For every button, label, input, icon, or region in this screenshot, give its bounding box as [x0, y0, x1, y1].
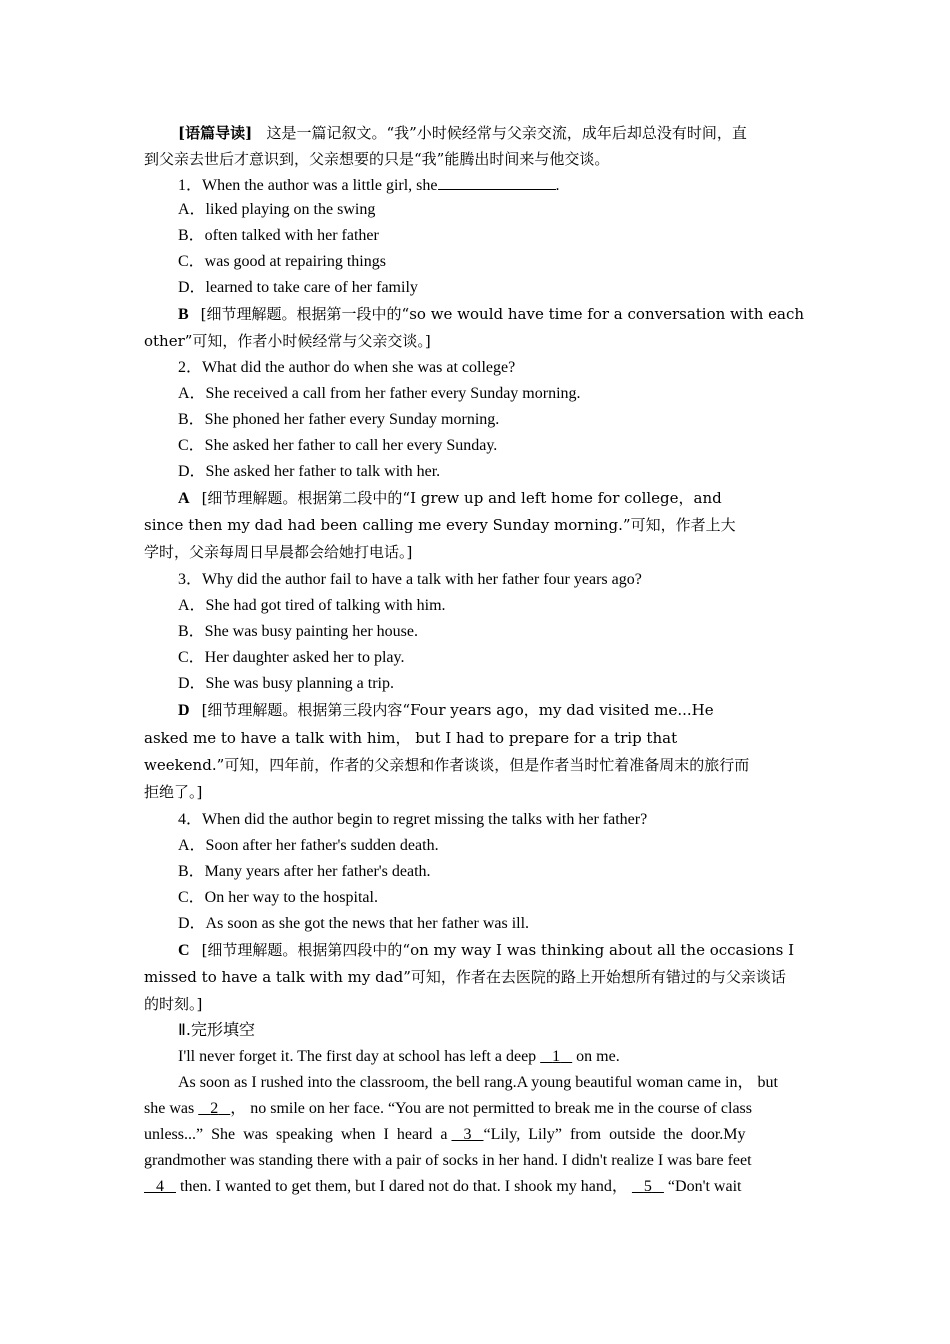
cloze-paragraph-2-line-3: unless...” She was speaking when I heard a 3 “Lily, Lily” from outside the door.My	[144, 1126, 746, 1143]
question-4-explanation-line-3: 的时刻。]	[144, 995, 203, 1013]
question-3-explanation-line-3: weekend.”可知，四年前，作者的父亲想和作者谈谈，但是作者当时忙着准备周末的旅行而	[144, 756, 750, 774]
question-3-stem: 3．Why did the author fail to have a talk with her father four years ago?	[178, 571, 642, 588]
section-2-heading: Ⅱ.完形填空	[178, 1020, 255, 1039]
question-2-option-a: A．She received a call from her father every Sunday morning.	[178, 385, 581, 402]
cloze-blank-2: 2	[210, 1100, 219, 1117]
question-4-option-d: D．As soon as she got the news that her father was ill.	[178, 915, 530, 932]
question-2-answer: A	[178, 490, 190, 507]
question-1-answer: B	[178, 306, 189, 323]
question-1-option-a: A．liked playing on the swing	[178, 201, 376, 218]
question-3-explanation-line-2: asked me to have a talk with him， but I had to prepare for a trip that	[144, 729, 678, 747]
cloze-paragraph-2-line-5: 4 then. I wanted to get them, but I dared not do that. I shook my hand， 5 “Don't wait	[144, 1177, 741, 1197]
cloze-blank-3: 3	[463, 1126, 472, 1143]
question-4-explanation-line-2: missed to have a talk with my dad”可知，作者在去医院的路上开始想所有错过的与父亲谈话	[144, 968, 786, 986]
cloze-paragraph-2-line-4: grandmother was standing there with a pair of socks in her hand. I didn't realize I was bare feet	[144, 1152, 752, 1169]
question-3-answer: D	[178, 702, 190, 719]
question-1-option-b: B．often talked with her father	[178, 227, 379, 244]
question-3-explanation-line-1: D [细节理解题。根据第三段内容“Four years ago，my dad visited me...He	[178, 701, 714, 719]
question-1-stem: 1．When the author was a little girl, she .	[178, 174, 560, 196]
question-4-explanation-line-1: C [细节理解题。根据第四段中的“on my way I was thinking about all the occasions I	[178, 941, 795, 959]
cloze-blank-4: 4	[156, 1178, 164, 1195]
question-3-explanation-line-4: 拒绝了。]	[144, 783, 203, 801]
question-4-option-b: B．Many years after her father's death.	[178, 863, 431, 880]
question-1-option-c: C．was good at repairing things	[178, 253, 386, 270]
question-3-option-c: C．Her daughter asked her to play.	[178, 649, 405, 666]
question-4-stem: 4．When did the author begin to regret missing the talks with her father?	[178, 811, 648, 828]
question-4-option-a: A．Soon after her father's sudden death.	[178, 837, 439, 854]
guide-line-2: 到父亲去世后才意识到，父亲想要的只是“我”能腾出时间来与他交谈。	[144, 150, 610, 168]
question-1-explanation-line-1: B [细节理解题。根据第一段中的“so we would have time for a conversation with each	[178, 305, 805, 323]
cloze-paragraph-2-line-2: she was 2 ， no smile on her face. “You are not permitted to break me in the course of class	[144, 1100, 752, 1117]
cloze-paragraph-1: I'll never forget it. The first day at school has left a deep 1 on me.	[178, 1048, 620, 1065]
cloze-blank-1: 1	[552, 1048, 561, 1065]
question-3-option-a: A．She had got tired of talking with him.	[178, 597, 446, 614]
question-2-explanation-line-3: 学时，父亲每周日早晨都会给她打电话。]	[144, 543, 413, 561]
question-3-option-b: B．She was busy painting her house.	[178, 623, 418, 640]
guide-label: [语篇导读]	[178, 124, 253, 142]
question-2-option-d: D．She asked her father to talk with her.	[178, 463, 441, 480]
question-4-answer: C	[178, 942, 190, 959]
question-2-explanation-line-2: since then my dad had been calling me every Sunday morning.”可知，作者上大	[144, 516, 736, 534]
guide-line-1	[178, 123, 747, 143]
question-2-option-b: B．She phoned her father every Sunday morning.	[178, 411, 500, 428]
guide-text: 这是一篇记叙文。“我”小时候经常与父亲交流，成年后却总没有时间，直	[266, 124, 747, 142]
question-4-option-c: C．On her way to the hospital.	[178, 889, 378, 906]
question-1-option-d: D．learned to take care of her family	[178, 279, 418, 296]
question-2-option-c: C．She asked her father to call her every Sunday.	[178, 437, 498, 454]
question-3-option-d: D．She was busy planning a trip.	[178, 675, 394, 692]
cloze-paragraph-2-line-1: As soon as I rushed into the classroom, the bell rang.A young beautiful woman came in， but	[178, 1074, 778, 1091]
question-2-stem: 2．What did the author do when she was at college?	[178, 359, 516, 376]
question-2-explanation-line-1: A [细节理解题。根据第二段中的“I grew up and left home for college，and	[178, 489, 722, 507]
cloze-blank-5: 5	[643, 1178, 652, 1195]
question-1-explanation-line-2: other”可知，作者小时候经常与父亲交谈。]	[144, 332, 431, 350]
answer-blank	[438, 174, 556, 190]
